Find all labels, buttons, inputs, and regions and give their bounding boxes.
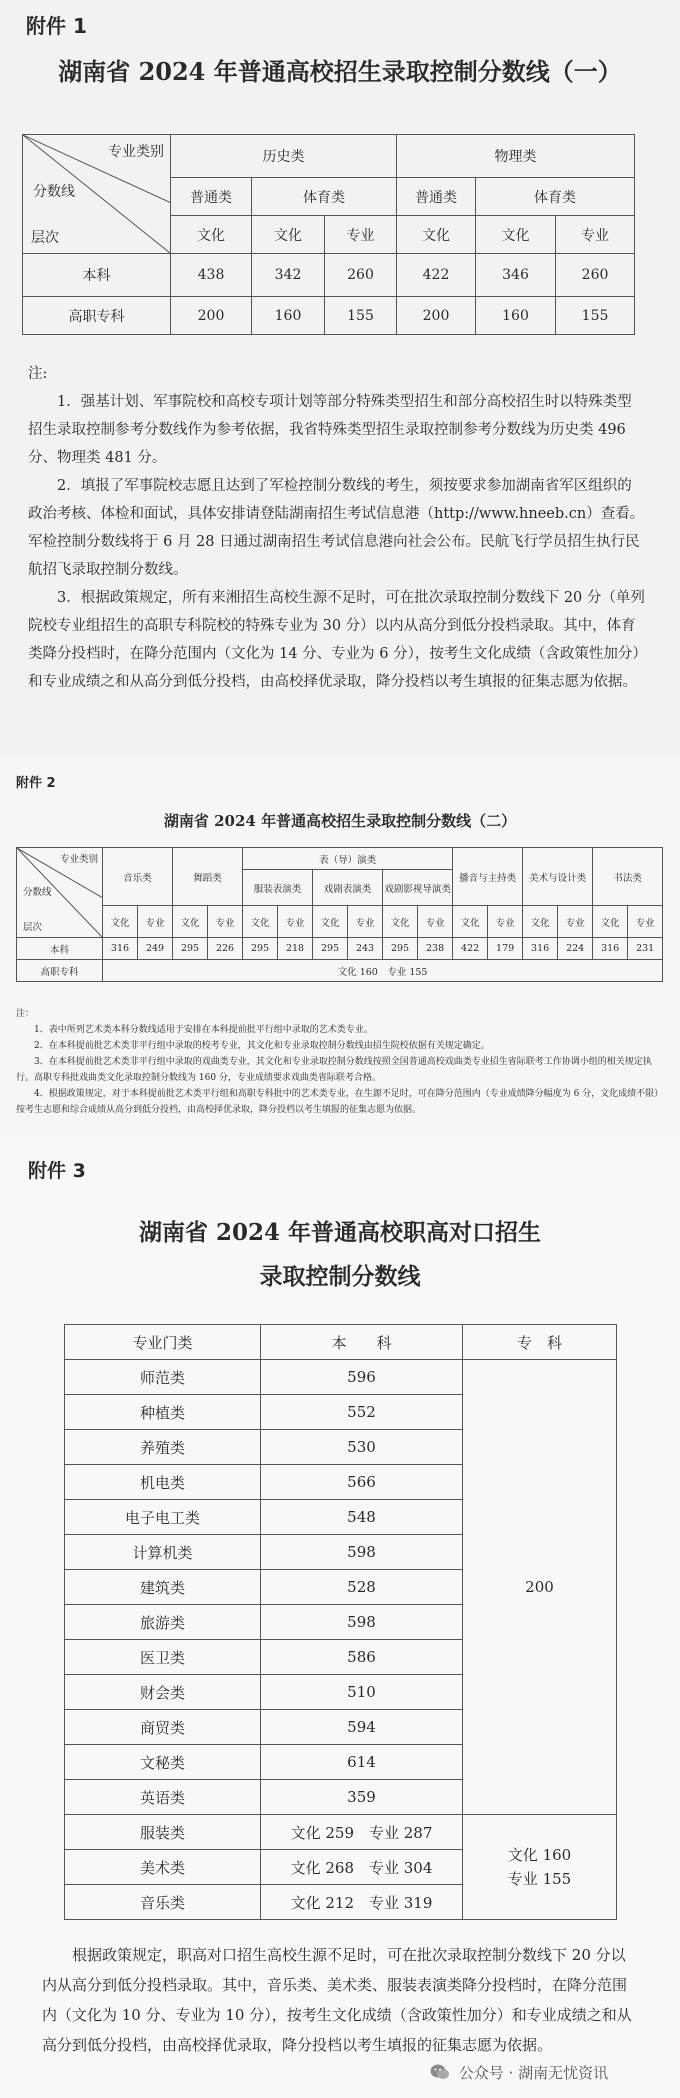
category-cell: 音乐类	[65, 1885, 261, 1920]
annex2-col-cell: 文化	[593, 906, 628, 938]
category-cell: 文秘类	[65, 1745, 261, 1780]
annex2-corner-bot: 层次	[23, 922, 43, 933]
annex2-col-cell: 专业	[418, 906, 453, 938]
annex2-group-performance: 表（导）演类	[243, 848, 453, 870]
score-cell: 530	[261, 1430, 463, 1465]
row-label: 本科	[17, 938, 103, 960]
category-cell: 服装类	[65, 1815, 261, 1850]
category-cell: 英语类	[65, 1780, 261, 1815]
score-cell: 316	[103, 938, 138, 960]
note-paragraph: 2．填报了军事院校志愿且达到了军检控制分数线的考生，须按要求参加湖南省军区组织的政治考核、体检和面试，具体安排请登陆湖南招生考试信息港（http://www.hneeb.cn）查看。军检控制分数线将于 6 月 28 日通过湖南招生考试信息港向社会公布。民航飞行学员招生执行民航招飞录取控制分数线。	[28, 478, 645, 578]
annex2-col-cell: 专业	[278, 906, 313, 938]
annex1-corner-top: 专业类别	[108, 144, 164, 160]
score-cell: 238	[418, 938, 453, 960]
annex1-corner-cell	[23, 135, 171, 254]
annex2-col-cell: 专业	[558, 906, 593, 938]
annex2-group-broadcast: 播音与主持类	[453, 848, 523, 906]
annex3-title-line2: 录取控制分数线	[259, 1263, 421, 1290]
score-cell: 218	[278, 938, 313, 960]
annex2-corner-cell	[17, 848, 103, 938]
category-cell: 种植类	[65, 1395, 261, 1430]
score-cell: 160	[476, 297, 556, 335]
score-cell: 260	[556, 254, 635, 297]
annex1-sub-cell: 普通类	[171, 178, 252, 216]
junior-score-cell: 200	[463, 1360, 617, 1815]
annex3-section	[0, 1134, 680, 2098]
score-cell: 249	[138, 938, 173, 960]
annex2-col-cell: 专业	[348, 906, 383, 938]
score-cell: 226	[208, 938, 243, 960]
category-cell: 旅游类	[65, 1605, 261, 1640]
annex2-group-art: 美术与设计类	[523, 848, 593, 906]
score-cell: 359	[261, 1780, 463, 1815]
table-row	[23, 297, 635, 335]
note-paragraph: 1．强基计划、军事院校和高校专项计划等部分特殊类型招生和部分高校招生时以特殊类型招生录取控制参考分数线作为参考依据，我省特殊类型招生录取控制参考分数线为历史类 496 分、物理类 481 分。	[28, 394, 632, 466]
score-cell: 155	[556, 297, 635, 335]
note-paragraph: 1．表中所列艺术类本科分数线适用于安排在本科提前批平行组中录取的艺术类专业。	[34, 1025, 373, 1035]
annex2-col-cell: 文化	[453, 906, 488, 938]
category-cell: 师范类	[65, 1360, 261, 1395]
annex1-title: 湖南省 2024 年普通高校招生录取控制分数线（一）	[58, 57, 622, 86]
category-cell: 美术类	[65, 1850, 261, 1885]
category-cell: 电子电工类	[65, 1500, 261, 1535]
annex2-col-cell: 专业	[488, 906, 523, 938]
table-row	[17, 938, 663, 960]
annex2-corner-top: 专业类别	[59, 854, 98, 865]
score-cell: 342	[252, 254, 325, 297]
score-cell: 200	[171, 297, 252, 335]
score-cell: 224	[558, 938, 593, 960]
score-cell: 316	[523, 938, 558, 960]
annex3-header-undergrad: 本 科	[261, 1325, 463, 1360]
annex1-tag: 附件 1	[26, 14, 87, 38]
score-cell: 295	[313, 938, 348, 960]
annex2-col-cell: 文化	[243, 906, 278, 938]
score-cell: 231	[628, 938, 663, 960]
annex2-perf-sub: 戏剧影视导演类	[383, 870, 453, 906]
annex2-group-dance: 舞蹈类	[173, 848, 243, 906]
annex1-notes	[28, 360, 646, 696]
annex1-corner-mid: 分数线	[33, 184, 75, 200]
score-cell: 614	[261, 1745, 463, 1780]
annex2-notes	[16, 1006, 664, 1118]
annex2-col-cell: 文化	[173, 906, 208, 938]
wechat-icon	[430, 2063, 450, 2085]
annex3-header-category: 专业门类	[65, 1325, 261, 1360]
annex2-corner-mid: 分数线	[23, 887, 52, 898]
score-cell: 422	[397, 254, 476, 297]
score-cell: 文化 268 专业 304	[261, 1850, 463, 1885]
score-cell: 295	[383, 938, 418, 960]
annex1-sub-cell: 体育类	[252, 178, 397, 216]
annex2-col-cell: 文化	[383, 906, 418, 938]
score-cell: 260	[325, 254, 397, 297]
annex1-sub-cell: 普通类	[397, 178, 476, 216]
category-cell: 建筑类	[65, 1570, 261, 1605]
score-cell: 160	[252, 297, 325, 335]
row-label: 本科	[23, 254, 171, 297]
category-cell: 商贸类	[65, 1710, 261, 1745]
category-cell: 医卫类	[65, 1640, 261, 1675]
table-row	[65, 1815, 617, 1850]
annex2-title: 湖南省 2024 年普通高校招生录取控制分数线（二）	[163, 812, 517, 830]
annex2-col-cell: 专业	[208, 906, 243, 938]
annex2-col-cell: 文化	[523, 906, 558, 938]
annex2-col-cell: 专业	[628, 906, 663, 938]
annex2-group-calligraphy: 书法类	[593, 848, 663, 906]
score-cell: 295	[243, 938, 278, 960]
notes-title: 注：	[16, 1009, 35, 1019]
score-cell: 文化 259 专业 287	[261, 1815, 463, 1850]
category-cell: 财会类	[65, 1675, 261, 1710]
score-cell: 422	[453, 938, 488, 960]
score-cell: 155	[325, 297, 397, 335]
score-cell: 528	[261, 1570, 463, 1605]
score-cell: 438	[171, 254, 252, 297]
annex1-table	[22, 134, 635, 335]
score-cell: 文化 212 专业 319	[261, 1885, 463, 1920]
annex3-title-line1: 湖南省 2024 年普通高校职高对口招生	[138, 1219, 542, 1246]
score-cell: 586	[261, 1640, 463, 1675]
junior-arts-major: 专业 155	[507, 1870, 572, 1888]
notes-title: 注:	[28, 366, 48, 382]
annex1-sub-cell: 体育类	[476, 178, 635, 216]
note-paragraph: 根据政策规定，职高对口招生高校生源不足时，可在批次录取控制分数线下 20 分以内从高分到低分投档录取。其中，音乐类、美术类、服装表演类降分投档时，在降分范围内（文化为 10 分、专业为 10 分），按考生文化成绩（含政策性加分）和专业成绩之和从高分到低分投档，由高校择优录取，降分投档以考生填报的征集志愿为依据。	[42, 1946, 632, 2054]
annex1-col-cell: 文化	[171, 216, 252, 254]
annex2-perf-sub: 服装表演类	[243, 870, 313, 906]
annex2-perf-sub: 戏剧表演类	[313, 870, 383, 906]
note-paragraph: 2．在本科提前批艺术类非平行组中录取的校考专业，其文化和专业录取控制分数线由招生院校依据有关规定确定。	[34, 1041, 490, 1051]
annex3-tag: 附件 3	[28, 1160, 86, 1182]
table-row	[23, 254, 635, 297]
category-cell: 机电类	[65, 1465, 261, 1500]
note-paragraph: 4．根据政策规定，对于本科提前批艺术类平行组和高职专科批中的艺术类专业，在生源不足时，可在降分范围内（专业成绩降分幅度为 6 分，文化成绩不限）按考生志愿和综合成绩从高分到低分投档，由高校择优录取，降分投档以考生填报的征集志愿为依据。	[16, 1089, 664, 1115]
annex2-tag: 附件 2	[16, 776, 56, 791]
annex3-table	[64, 1324, 617, 1920]
score-cell: 文化 160 专业 155	[103, 960, 663, 982]
annex3-note	[42, 1940, 640, 2060]
category-cell: 养殖类	[65, 1430, 261, 1465]
score-cell: 552	[261, 1395, 463, 1430]
score-cell: 243	[348, 938, 383, 960]
score-cell: 566	[261, 1465, 463, 1500]
annex1-col-cell: 文化	[476, 216, 556, 254]
row-label: 高职专科	[17, 960, 103, 982]
annex1-col-cell: 专业	[325, 216, 397, 254]
score-cell: 548	[261, 1500, 463, 1535]
category-cell: 计算机类	[65, 1535, 261, 1570]
junior-score-cell-arts	[463, 1815, 617, 1920]
annex3-header-junior: 专 科	[463, 1325, 617, 1360]
annex2-col-cell: 文化	[313, 906, 348, 938]
table-row	[65, 1360, 617, 1395]
score-cell: 346	[476, 254, 556, 297]
score-cell: 295	[173, 938, 208, 960]
note-paragraph: 3．在本科提前批艺术类非平行组中录取的戏曲类专业，其文化和专业录取控制分数线按照全国普通高校戏曲类专业招生省际联考工作协调小组的相关规定执行。高职专科批戏曲类文化录取控制分数线为 160 分，专业成绩要求戏曲类省际联考合格。	[16, 1057, 652, 1083]
annex2-section	[0, 758, 680, 1128]
score-cell: 598	[261, 1605, 463, 1640]
annex1-corner-bot: 层次	[31, 230, 59, 246]
annex1-section	[0, 0, 680, 752]
annex2-col-cell: 文化	[103, 906, 138, 938]
annex1-group-history: 历史类	[171, 135, 397, 178]
score-cell: 200	[397, 297, 476, 335]
annex1-col-cell: 文化	[397, 216, 476, 254]
annex2-col-cell: 专业	[138, 906, 173, 938]
annex1-col-cell: 专业	[556, 216, 635, 254]
score-cell: 596	[261, 1360, 463, 1395]
score-cell: 316	[593, 938, 628, 960]
table-row	[17, 960, 663, 982]
annex1-group-physics: 物理类	[397, 135, 635, 178]
score-cell: 594	[261, 1710, 463, 1745]
note-paragraph: 3．根据政策规定，所有来湘招生高校生源不足时，可在批次录取控制分数线下 20 分（单列院校专业组招生的高职专科院校的特殊专业为 30 分）以内从高分到低分投档录取。其中，体育类降分投档时，在降分范围内（文化为 14 分、专业为 6 分），按考生文化成绩（含政策性加分）和专业成绩之和从高分到低分投档，由高校择优录取，降分投档以考生填报的征集志愿为依据。	[28, 590, 645, 690]
score-cell: 598	[261, 1535, 463, 1570]
score-cell: 510	[261, 1675, 463, 1710]
annex2-table	[16, 847, 663, 982]
annex1-col-cell: 文化	[252, 216, 325, 254]
row-label: 高职专科	[23, 297, 171, 335]
watermark	[430, 2062, 608, 2085]
watermark-text: 公众号 · 湖南无忧资讯	[458, 2064, 609, 2082]
junior-arts-culture: 文化 160	[507, 1846, 572, 1864]
score-cell: 179	[488, 938, 523, 960]
annex2-group-music: 音乐类	[103, 848, 173, 906]
